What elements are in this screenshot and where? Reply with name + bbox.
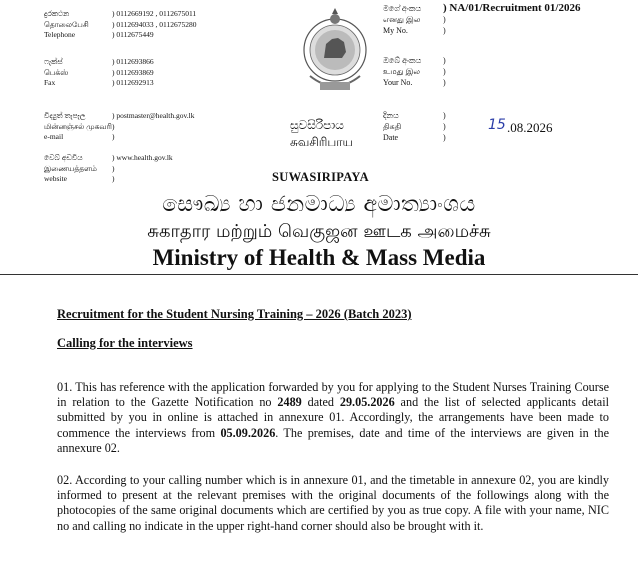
contact-fax	[44, 57, 154, 89]
my-no-label-si: මගේ අංකය	[383, 4, 422, 13]
your-no-label-en: Your No.	[383, 78, 413, 87]
emblem-name-si: සුවසිරිපාය	[290, 118, 344, 132]
paragraph-1-text-a: This has reference with the application forwarded by you for applying to the Student Nurses Training Course in relation to the Gazette Notification no	[57, 380, 609, 410]
website-value-3: )	[112, 174, 115, 183]
gazette-date: 29.05.2026	[339, 395, 395, 410]
your-no-label-ta: உமது இல	[383, 67, 421, 76]
paragraph-1-text-b: dated	[301, 395, 340, 410]
date-value: .08.2026	[507, 120, 553, 135]
fax-value-1: ) 0112693866	[112, 57, 154, 66]
date-label-si: දිනය	[383, 111, 399, 120]
your-no-paren-1: )	[443, 56, 446, 65]
fax-value-2: ) 0112693869	[112, 67, 154, 77]
my-no-paren-3: )	[443, 26, 446, 35]
fax-label-ta: பெக்ஸ்	[44, 67, 69, 77]
website-label-ta: இணையத்தளம்	[44, 163, 97, 173]
date-block	[383, 110, 446, 143]
your-no-paren-3: )	[443, 78, 446, 87]
handwritten-day: 15	[488, 117, 506, 133]
my-no-paren-2: )	[443, 15, 446, 24]
telephone-label-si: දුරකථන	[44, 9, 70, 18]
fax-label-en: Fax	[44, 78, 56, 87]
website-label-si: වෙබ් අඩවිය	[44, 153, 83, 162]
your-no-paren-2: )	[443, 67, 446, 76]
date-paren-1: )	[443, 111, 446, 120]
website-value: ) www.health.gov.lk	[112, 153, 173, 162]
fax-value-3: ) 0112692913	[112, 78, 154, 87]
letter-subject: Recruitment for the Student Nursing Training – 2026 (Batch 2023)	[57, 307, 412, 321]
your-no-label-si: ඔබේ අංකය	[383, 56, 422, 65]
email-value-3: )	[112, 132, 115, 141]
website-value-2: )	[112, 163, 115, 173]
website-label-en: website	[44, 174, 67, 183]
ministry-title-en: Ministry of Health & Mass Media	[152, 245, 486, 270]
date-paren-3: )	[443, 133, 446, 142]
emblem-name-en: SUWASIRIPAYA	[272, 170, 369, 184]
email-label-si: විද්‍යුත් තැපෑල	[44, 111, 86, 120]
reference-number: ) NA/01/Recruitment 01/2026	[443, 2, 581, 14]
paragraph-1-text-d: . The premises, date and time of the interviews are given in the annexure 02.	[57, 425, 609, 455]
contact-website	[44, 153, 173, 185]
email-value: ) postmaster@health.gov.lk	[112, 111, 195, 120]
email-label-ta: மின்னஞ்சல் முகவரி	[44, 121, 112, 131]
date-label-ta: திகதி	[383, 122, 402, 131]
your-number-block	[383, 55, 446, 88]
letterhead-divider	[0, 274, 638, 275]
telephone-value-2: ) 0112694033 , 0112675280	[112, 19, 197, 29]
paragraph-1-text-c: and the list of selected applicants detail submitted by you in online is attached in annexure 01. Accordingly, the arrangements have been made to commence the interviews from	[57, 395, 609, 440]
telephone-label-en: Telephone	[44, 30, 76, 39]
paragraph-2: 02. According to your calling number which is in annexure 01, and the timetable in annexure 02, you are kindly informed to present at the relevant premises with the original documents of the followings along with the photocopies of the same original documents which are certified by you as true copy. A file with your name, NIC no and calling no indicate in the upper right-hand corner should also be brought with it.	[57, 473, 609, 533]
emblem-name-ta: சுவசிரிபாய	[290, 135, 353, 149]
date-label-en: Date	[383, 133, 399, 142]
my-number-block	[383, 3, 580, 36]
telephone-value-3: ) 0112675449	[112, 30, 154, 39]
gazette-number: 2489	[277, 395, 302, 410]
interview-start-date: 05.09.2026	[220, 425, 276, 440]
telephone-value-1: ) 0112669192 , 0112675011	[112, 9, 197, 18]
email-value-2: )	[112, 121, 115, 131]
fax-label-si: ෆැක්ස්	[44, 57, 63, 66]
email-label-en: e-mail	[44, 132, 64, 141]
ministry-title-si: සෞඛ්‍ය හා ජනමාධ්‍ය අමාත්‍යාංශය	[162, 192, 476, 217]
contact-telephone	[44, 9, 196, 41]
date-paren-2: )	[443, 122, 446, 131]
government-emblem	[302, 6, 368, 102]
paragraph-1-number: 01.	[57, 380, 73, 394]
my-no-label-en: My No.	[383, 26, 408, 35]
letter-subheading: Calling for the interviews	[57, 336, 193, 350]
ministry-title-ta: சுகாதார மற்றும் வெகுஜன ஊடக அமைச்சு	[147, 221, 491, 242]
telephone-label-ta: தொலைபேசி	[44, 19, 89, 29]
paragraph-1	[57, 380, 609, 456]
contact-email	[44, 111, 194, 143]
my-no-label-ta: எனது இல	[383, 15, 421, 24]
